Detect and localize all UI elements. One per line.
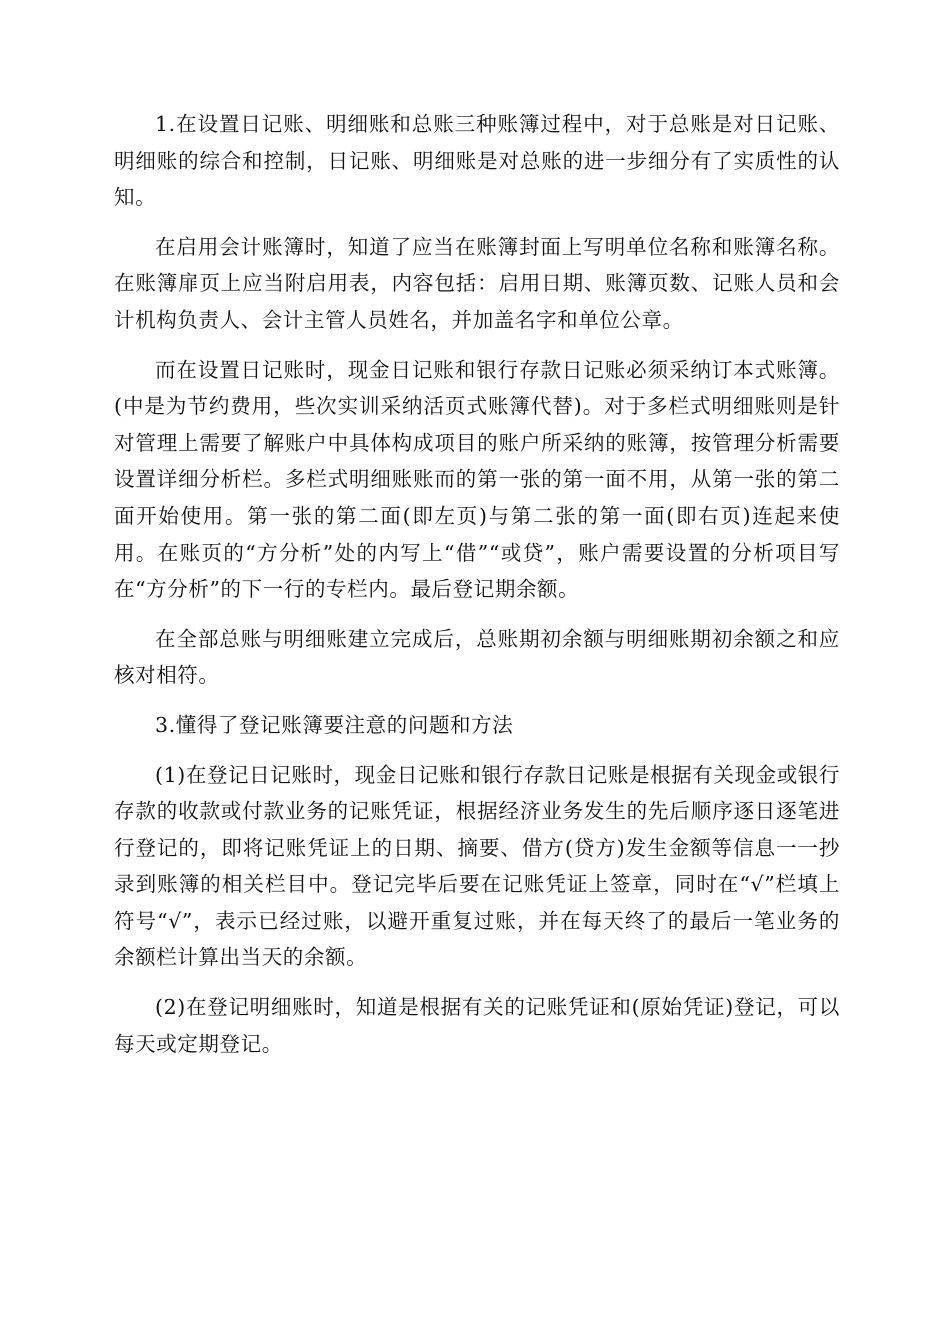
paragraph-multicolumn-ledger: 而在设置日记账时，现金日记账和银行存款日记账必须采纳订本式账簿。(中是为节约费用，些次实训采纳活页式账簿代替)。对于多栏式明细账则是针对管理上需要了解账户中具体构成项目的账户所采纳的账簿，按管理分析需要设置详细分析栏。多栏式明细账账而的第一张的第一面不用，从第一张的第二面开始使用。第一张的第二面(即左页)与第二张的第一面(即右页)连起来使用。在账页的“方分析”处的内写上“借”“或贷”，账户需要设置的分析项目写在“方分析”的下一行的专栏内。最后登记期余额。 xyxy=(114,357,840,602)
paragraph-opening-ledgers: 在启用会计账簿时，知道了应当在账簿封面上写明单位名称和账簿名称。在账簿扉页上应当附启用表，内容包括：启用日期、账簿页数、记账人员和会计机构负责人、会计主管人员姓名，并加盖名字和单位公章。 xyxy=(114,234,840,332)
paragraph-journal-setup-insight: 1.在设置日记账、明细账和总账三种账簿过程中，对于总账是对日记账、明细账的综合和控制，日记账、明细账是对总账的进一步细分有了实质性的认知。 xyxy=(114,112,840,210)
paragraph-subsidiary-ledger-entry: (2)在登记明细账时，知道是根据有关的记账凭证和(原始凭证)登记，可以每天或定期登记。 xyxy=(114,995,840,1056)
paragraph-section-heading-3: 3.懂得了登记账簿要注意的问题和方法 xyxy=(155,712,514,737)
document-body xyxy=(114,106,840,1075)
paragraph-journal-entry-method: (1)在登记日记账时，现金日记账和银行存款日记账是根据有关现金或银行存款的收款或付款业务的记账凭证，根据经济业务发生的先后顺序逐日逐笔进行登记的，即将记账凭证上的日期、摘要、借方(贷方)发生金额等信息一一抄录到账簿的相关栏目中。登记完毕后要在记账凭证上签章，同时在“√”栏填上符号“√”，表示已经过账，以避开重复过账，并在每天终了的最后一笔业务的余额栏计算出当天的余额。 xyxy=(114,762,840,970)
paragraph-balance-reconciliation: 在全部总账与明细账建立完成后，总账期初余额与明细账期初余额之和应核对相符。 xyxy=(114,626,840,688)
